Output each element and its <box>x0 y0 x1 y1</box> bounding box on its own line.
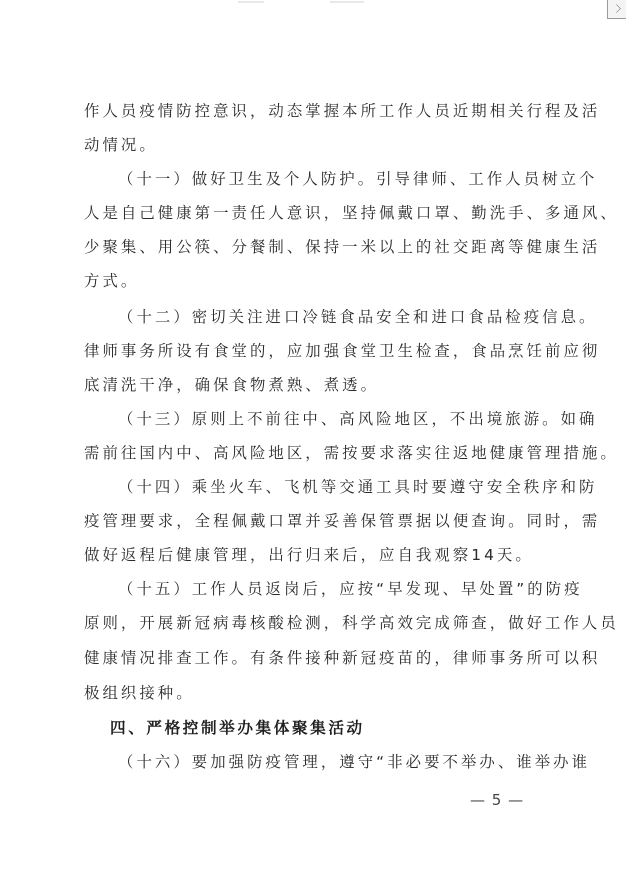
scan-bleed-marks <box>0 0 626 8</box>
paragraph-5-line-3: 做好返程后健康管理，出行归来后，应自我观察14天。 <box>84 546 534 564</box>
paragraph-1-line-1: 作人员疫情防控意识，动态掌握本所工作人员近期相关行程及活 <box>84 102 601 120</box>
section-heading: 四、严格控制举办集体聚集活动 <box>110 719 365 737</box>
paragraph-2-line-4: 方式。 <box>84 272 140 290</box>
paragraph-2-line-2: 人是自己健康第一责任人意识，坚持佩戴口罩、勤洗手、多通风、 <box>84 204 619 222</box>
paragraph-4-line-1: （十三）原则上不前往中、高风险地区，不出境旅游。如确 <box>118 410 598 428</box>
paragraph-2-line-3: 少聚集、用公筷、分餐制、保持一米以上的社交距离等健康生活 <box>84 238 601 256</box>
page-number: — 5 — <box>470 791 525 809</box>
paragraph-6-line-3: 健康情况排查工作。有条件接种新冠疫苗的，律师事务所可以积 <box>84 649 601 667</box>
paragraph-7-line-1: （十六）要加强防疫管理，遵守“非必要不举办、谁举办谁 <box>118 753 591 771</box>
paragraph-1-line-2: 动情况。 <box>84 136 158 154</box>
paragraph-3-line-3: 底清洗干净，确保食物煮熟、煮透。 <box>84 376 380 394</box>
paragraph-6-line-4: 极组织接种。 <box>84 684 195 702</box>
paragraph-6-line-2: 原则，开展新冠病毒核酸检测，科学高效完成筛查，做好工作人员 <box>84 614 619 632</box>
paragraph-4-line-2: 需前往国内中、高风险地区，需按要求落实往返地健康管理措施。 <box>84 444 619 462</box>
paragraph-5-line-1: （十四）乘坐火车、飞机等交通工具时要遵守安全秩序和防 <box>118 478 598 496</box>
paragraph-6-line-1: （十五）工作人员返岗后，应按“早发现、早处置”的防疫 <box>118 580 583 598</box>
paragraph-2-line-1: （十一）做好卫生及个人防护。引导律师、工作人员树立个 <box>118 170 598 188</box>
paragraph-5-line-2: 疫管理要求，全程佩戴口罩并妥善保管票据以便查询。同时，需 <box>84 512 601 530</box>
paragraph-3-line-2: 律师事务所设有食堂的，应加强食堂卫生检查，食品烹饪前应彻 <box>84 342 601 360</box>
paragraph-3-line-1: （十二）密切关注进口冷链食品安全和进口食品检疫信息。 <box>118 308 598 326</box>
